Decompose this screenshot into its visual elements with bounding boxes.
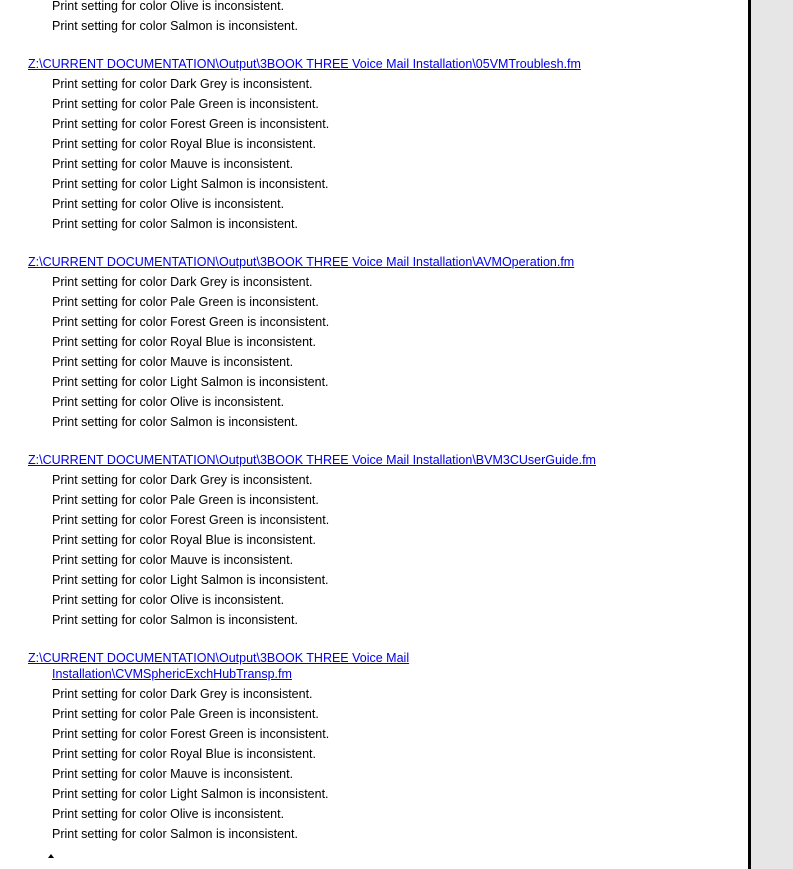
message-line: Print setting for color Light Salmon is inconsistent.	[52, 787, 329, 801]
message-line: Print setting for color Salmon is inconsistent.	[52, 827, 298, 841]
message-line: Print setting for color Salmon is inconsistent.	[52, 613, 298, 627]
message-line: Print setting for color Salmon is inconsistent.	[52, 19, 298, 33]
message-line: Print setting for color Light Salmon is inconsistent.	[52, 573, 329, 587]
message-line: Print setting for color Olive is inconsistent.	[52, 395, 285, 409]
file-path-line: Z:\CURRENT DOCUMENTATION\Output\3BOOK THREE Voice Mail	[28, 651, 410, 665]
message-line: Print setting for color Royal Blue is inconsistent.	[52, 335, 317, 349]
message-line: Print setting for color Olive is inconsistent.	[52, 807, 285, 821]
message-line: Print setting for color Olive is inconsistent.	[52, 593, 285, 607]
file-path-link[interactable]: Z:\CURRENT DOCUMENTATION\Output\3BOOK THREE Voice Mail Installation\05VMTroublesh.fm	[28, 57, 581, 71]
message-line: Print setting for color Salmon is inconsistent.	[52, 415, 298, 429]
message-line: Print setting for color Mauve is inconsistent.	[52, 767, 294, 781]
file-path-line: Installation\CVMSphericExchHubTransp.fm	[52, 667, 292, 681]
file-group	[0, 56, 748, 234]
message-line: Print setting for color Olive is inconsistent.	[52, 0, 285, 13]
message-line: Print setting for color Forest Green is inconsistent.	[52, 513, 330, 527]
message-line: Print setting for color Forest Green is inconsistent.	[52, 315, 330, 329]
file-path-link[interactable]: Z:\CURRENT DOCUMENTATION\Output\3BOOK THREE Voice Mail Installation\AVMOperation.fm	[28, 255, 575, 269]
message-line: Print setting for color Forest Green is inconsistent.	[52, 727, 330, 741]
message-line: Print setting for color Royal Blue is inconsistent.	[52, 533, 317, 547]
message-line: Print setting for color Dark Grey is inconsistent.	[52, 275, 313, 289]
message-line: Print setting for color Light Salmon is inconsistent.	[52, 375, 329, 389]
message-line: Print setting for color Pale Green is inconsistent.	[52, 707, 319, 721]
message-line: Print setting for color Olive is inconsistent.	[52, 197, 285, 211]
message-line: Print setting for color Dark Grey is inconsistent.	[52, 687, 313, 701]
page-border	[748, 0, 751, 869]
message-line: Print setting for color Dark Grey is inconsistent.	[52, 473, 313, 487]
message-line: Print setting for color Pale Green is inconsistent.	[52, 295, 319, 309]
message-line: Print setting for color Mauve is inconsistent.	[52, 355, 294, 369]
text-cursor-icon	[48, 854, 54, 858]
message-line: Print setting for color Royal Blue is inconsistent.	[52, 747, 317, 761]
message-line: Print setting for color Salmon is inconsistent.	[52, 217, 298, 231]
message-line: Print setting for color Forest Green is inconsistent.	[52, 117, 330, 131]
message-line: Print setting for color Pale Green is inconsistent.	[52, 97, 319, 111]
message-line: Print setting for color Dark Grey is inconsistent.	[52, 77, 313, 91]
message-line: Print setting for color Pale Green is inconsistent.	[52, 493, 319, 507]
file-path-link[interactable]: Z:\CURRENT DOCUMENTATION\Output\3BOOK THREE Voice Mail Installation\BVM3CUserGuide.fm	[28, 453, 596, 467]
message-line: Print setting for color Light Salmon is inconsistent.	[52, 177, 329, 191]
file-group	[0, 254, 748, 432]
file-group	[0, 452, 748, 630]
message-line: Print setting for color Royal Blue is inconsistent.	[52, 137, 317, 151]
message-line: Print setting for color Mauve is inconsistent.	[52, 157, 294, 171]
file-path-link[interactable]	[0, 650, 668, 682]
message-line: Print setting for color Mauve is inconsistent.	[52, 553, 294, 567]
file-group	[0, 650, 748, 844]
